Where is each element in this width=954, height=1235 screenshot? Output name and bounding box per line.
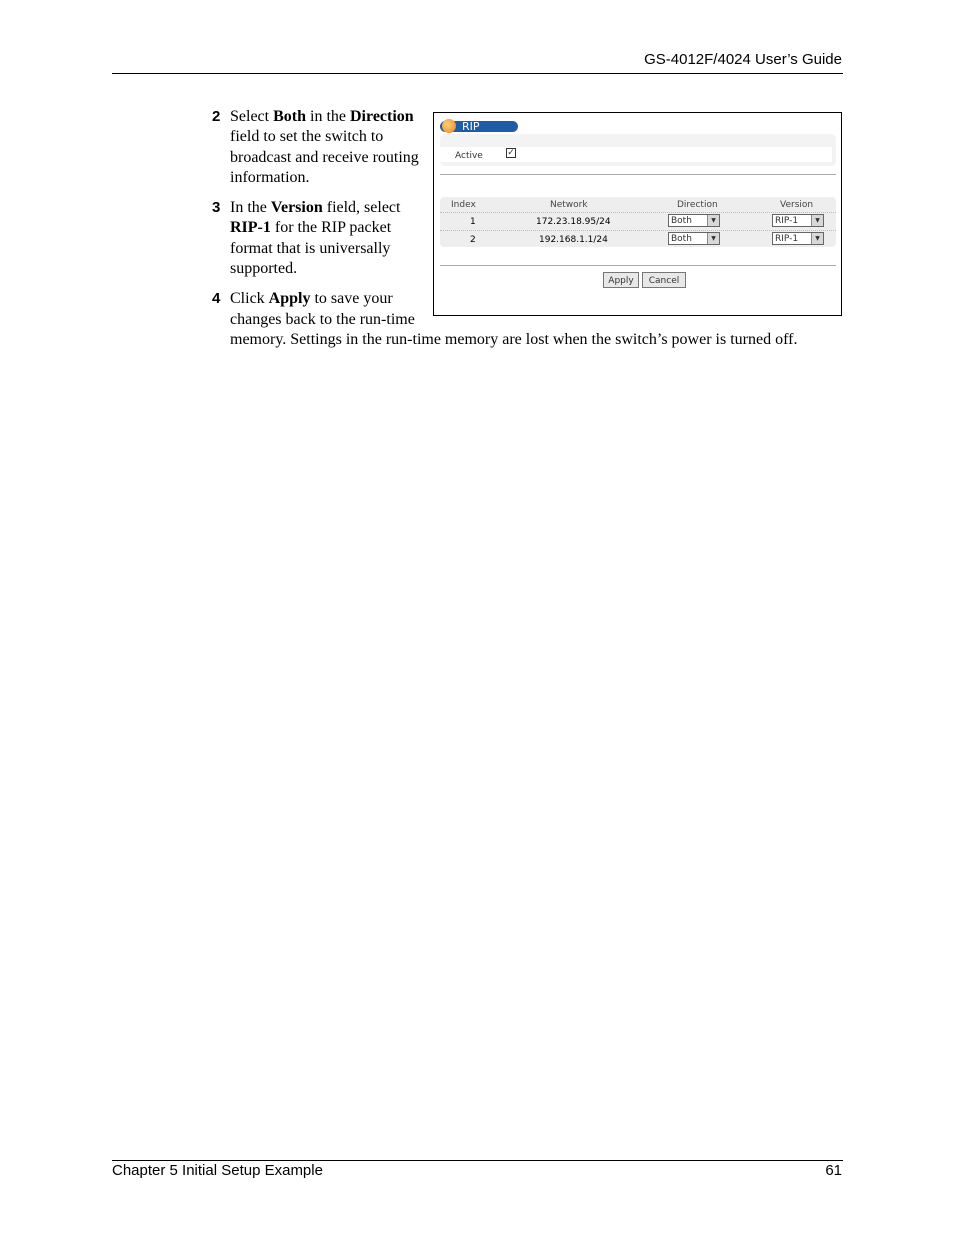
chevron-down-icon: ▼ <box>707 215 719 226</box>
step-bold: Direction <box>350 108 414 125</box>
row-1-version-value: RIP-1 <box>775 216 799 226</box>
apply-button[interactable]: Apply <box>603 272 639 288</box>
col-direction: Direction <box>677 200 718 210</box>
col-version: Version <box>780 200 814 210</box>
page-header-title: GS-4012F/4024 User’s Guide <box>644 51 842 68</box>
step-number: 2 <box>212 108 221 125</box>
row-1-direction-value: Both <box>671 216 692 226</box>
col-network: Network <box>550 200 588 210</box>
row-divider <box>440 230 836 231</box>
col-index: Index <box>451 200 476 210</box>
step-bold: Apply <box>268 290 311 308</box>
step-text: Select <box>230 108 274 125</box>
page-number: 61 <box>825 1162 842 1179</box>
step-text: In the <box>230 199 271 217</box>
rip-tab-label: RIP <box>462 120 480 133</box>
row-1-index: 1 <box>470 217 476 227</box>
row-2-direction-value: Both <box>671 234 692 244</box>
step-number: 3 <box>212 199 221 217</box>
row-1-network: 172.23.18.95/24 <box>536 217 611 227</box>
row-2-version-value: RIP-1 <box>775 234 799 244</box>
rip-tab <box>440 121 518 132</box>
row-2-version-select[interactable] <box>772 232 824 245</box>
rip-screenshot <box>433 112 842 316</box>
step-text: in the <box>306 108 350 125</box>
step-text: Click <box>230 290 269 308</box>
chevron-down-icon: ▼ <box>707 233 719 244</box>
step-bold: Both <box>273 108 306 125</box>
step-text: to save your changes back to the run-time memory. Settings in the run-time memory are lost when the switch’s power is turned off. <box>230 290 798 348</box>
step-text: field to set the switch to broadcast and receive routing information. <box>230 128 419 186</box>
divider <box>440 174 836 175</box>
row-1-direction-select[interactable] <box>668 214 720 227</box>
active-label: Active <box>455 151 483 161</box>
footer-chapter: Chapter 5 Initial Setup Example <box>112 1162 323 1179</box>
active-checkbox[interactable]: ✓ <box>507 148 515 158</box>
step-text: for the RIP packet format that is universally supported. <box>230 219 392 278</box>
step-text: field, select <box>322 199 401 217</box>
active-row <box>440 147 832 162</box>
chevron-down-icon: ▼ <box>811 215 823 226</box>
row-2-direction-select[interactable] <box>668 232 720 245</box>
row-2-network: 192.168.1.1/24 <box>539 235 608 245</box>
chevron-down-icon: ▼ <box>811 233 823 244</box>
row-divider <box>440 212 836 213</box>
row-2-index: 2 <box>470 235 476 245</box>
divider <box>440 265 836 266</box>
row-1-version-select[interactable] <box>772 214 824 227</box>
header-rule <box>112 73 843 74</box>
step-bold: RIP-1 <box>230 219 271 237</box>
cancel-button[interactable]: Cancel <box>642 272 686 288</box>
rip-bullet-icon <box>442 119 456 133</box>
step-bold: Version <box>270 199 323 217</box>
step-number: 4 <box>212 290 221 308</box>
footer-rule <box>112 1160 843 1161</box>
